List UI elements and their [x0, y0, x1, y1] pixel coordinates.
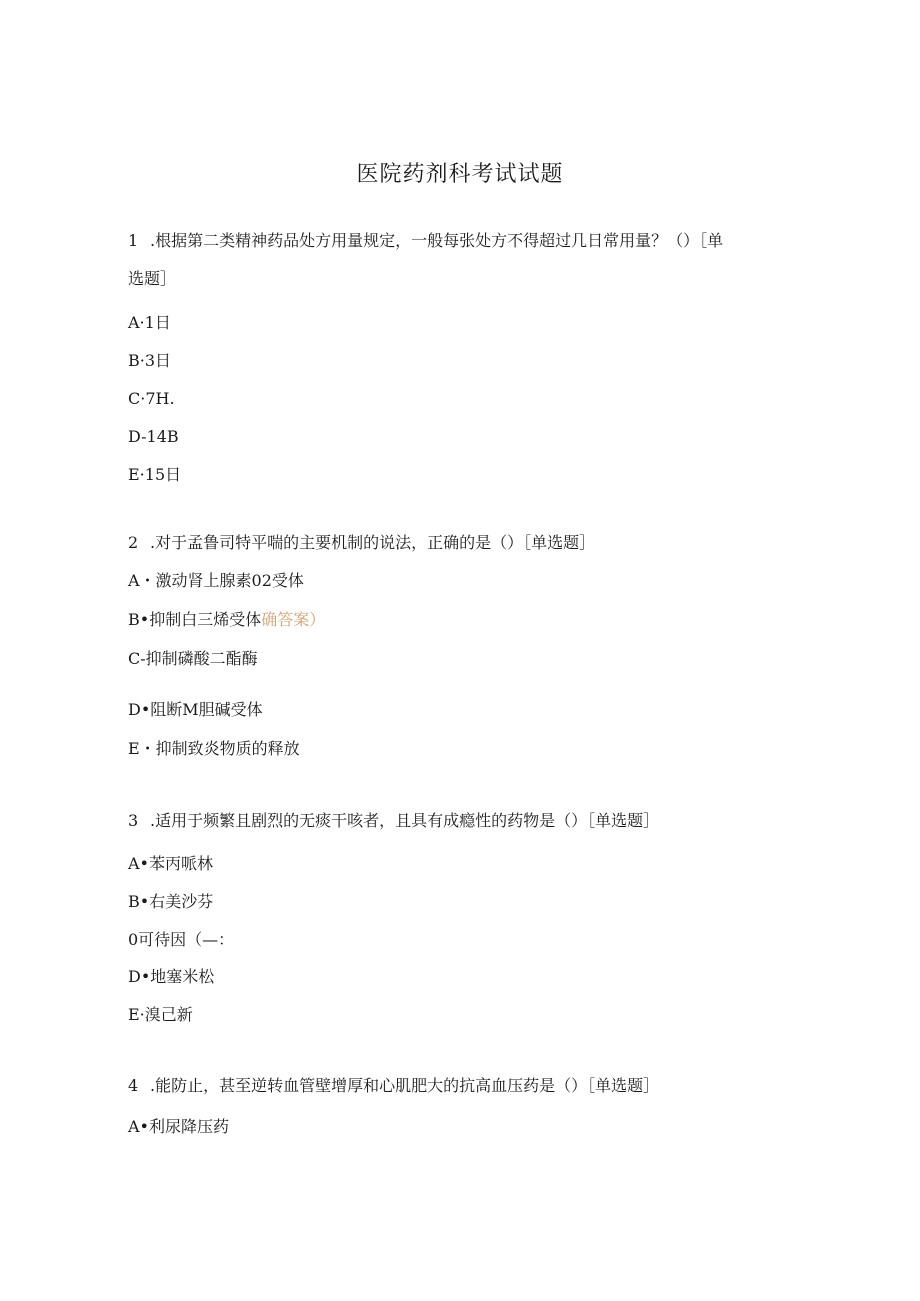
question-3-stem — [128, 810, 659, 832]
question-1-option-c: C·7H. — [128, 389, 175, 408]
question-3-option-b: B•右美沙芬 — [128, 892, 214, 911]
question-number: 1 — [128, 231, 139, 250]
question-2-option-e: E・抑制致炎物质的释放 — [128, 739, 300, 758]
question-text: .对于孟鲁司特平喘的主要机制的说法，正确的是（）［单选题］ — [150, 533, 596, 552]
question-number: 2 — [128, 533, 139, 552]
question-1-option-a: A·1日 — [128, 313, 171, 332]
question-number: 3 — [128, 811, 139, 830]
question-4-stem — [128, 1075, 659, 1097]
question-1-stem-cont: 选题］ — [128, 269, 177, 288]
question-1-option-b: B·3日 — [128, 351, 172, 370]
question-1-stem — [128, 230, 723, 252]
question-2-stem — [128, 532, 595, 554]
question-3-option-c: 0可待因（—： — [128, 930, 235, 949]
page-title: 医院药剂科考试试题 — [356, 162, 564, 187]
question-4-option-a: A•利尿降压药 — [128, 1117, 229, 1136]
question-number: 4 — [128, 1076, 139, 1095]
question-1-option-e: E·15日 — [128, 465, 182, 484]
question-2-option-b — [128, 609, 325, 631]
option-text: B•抑制白三烯受体 — [128, 610, 262, 629]
question-text: .适用于频繁且剧烈的无痰干咳者，且具有成瘾性的药物是（）［单选题］ — [150, 811, 660, 830]
question-2-option-d: D•阻断M胆碱受体 — [128, 700, 263, 719]
question-text: .能防止，甚至逆转血管壁增厚和心肌肥大的抗高血压药是（）［单选题］ — [150, 1076, 660, 1095]
question-3-option-a: A•苯丙哌林 — [128, 854, 213, 873]
question-2-option-a: A・激动肾上腺素02受体 — [128, 571, 304, 590]
question-3-option-e: E·溴己新 — [128, 1005, 193, 1024]
question-3-option-d: D•地塞米松 — [128, 967, 215, 986]
question-1-option-d: D-14B — [128, 427, 179, 446]
question-text: .根据第二类精神药品处方用量规定，一般每张处方不得超过几日常用量？（）［单 — [150, 231, 724, 250]
question-2-option-c: C-抑制磷酸二酯酶 — [128, 649, 258, 668]
answer-mark: 确答案） — [261, 610, 326, 629]
